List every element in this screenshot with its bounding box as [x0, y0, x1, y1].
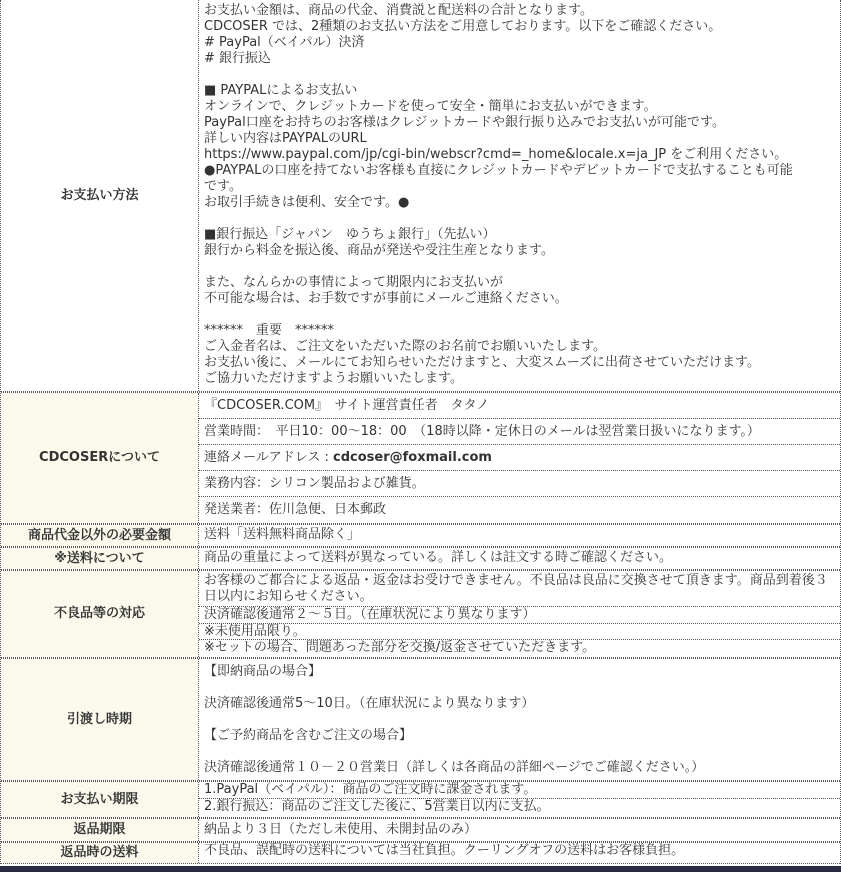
text-line: ※セットの場合、問題あった部分を交換/返金させていただきます。	[204, 640, 596, 655]
content-row-return-deadline-0	[199, 819, 840, 841]
section-return-deadline	[1, 818, 840, 842]
text-line	[204, 450, 837, 466]
text-line: ※未使用品限り。	[204, 624, 306, 639]
text-line: 決済確認後通常１０－２０営業日（詳しくは各商品の詳細ページでご確認ください。）	[204, 760, 705, 775]
text-line: 決済確認後通常２～５日。（在庫状況により異なります）	[204, 607, 536, 622]
content-row-return-shipping-0	[199, 843, 840, 860]
text-line: # 銀行振込	[204, 51, 272, 66]
text-line: 納品より３日（ただし未使用、未開封品のみ）	[204, 822, 478, 837]
content-payment-method	[198, 0, 840, 391]
row-header-shipping-note: ※送料について	[1, 548, 198, 569]
content-row-delivery-0	[199, 659, 840, 780]
row-header-delivery: 引渡し時期	[1, 659, 198, 780]
text-line	[204, 744, 837, 760]
contact-email-address: cdcoser@foxmail.com	[333, 449, 492, 465]
text-line: 『CDCOSER.COM』 サイト運営責任者 タタノ	[204, 397, 490, 413]
section-about	[1, 392, 840, 524]
text-line: ご協力いただけますようお願いいたします。	[204, 371, 463, 386]
text-line: お取引手続きは便利、安全です。●	[204, 195, 410, 210]
text-line: また、なんらかの事情によって期限内にお支払いが	[204, 275, 504, 290]
content-row-about-2	[199, 445, 840, 471]
footer-divider-bar	[0, 866, 841, 872]
row-header-return-deadline: 返品期限	[1, 819, 198, 841]
text-line: お支払い後に、メールにてお知らせいただけますと、大変スムーズに出荷させていただけます。	[204, 355, 761, 370]
content-return-shipping	[198, 843, 840, 863]
section-return-shipping	[1, 842, 840, 864]
content-row-about-4	[199, 497, 840, 523]
content-row-payment-method-0	[199, 0, 840, 391]
text-line	[204, 67, 837, 83]
text-line: 銀行から料金を振込後、商品が発送や受注生産となります。	[204, 243, 554, 258]
row-header-defective: 不良品等の対応	[1, 571, 198, 657]
content-row-about-1	[199, 419, 840, 445]
text-line: オンラインで、クレジットカードを使って安全・簡単にお支払いができます。	[204, 99, 657, 114]
row-header-payment-method: お支払い方法	[1, 0, 198, 391]
text-line: CDCOSER では、2種類のお支払い方法をご用意しております。以下をご確認ください。	[204, 19, 722, 34]
text-line	[204, 680, 837, 696]
text-line: ****** 重要 ******	[204, 323, 335, 338]
section-shipping-note	[1, 547, 840, 570]
section-defective	[1, 570, 840, 658]
text-line: 不良品、誤配時の送料については当社負担。クーリングオフの送料はお客様負担。	[204, 843, 685, 858]
text-line: お客様のご都合による返品・返金はお受けできません。不良品は良品に交換させて頂きます。商品到着後３日以内にお知らせください。	[204, 573, 828, 604]
text-line: 商品の重量によって送料が異なっている。詳しくは註文する時ご確認ください。	[204, 550, 673, 565]
text-line: 送料「送料無料商品除く」	[204, 527, 361, 542]
text-line: ■銀行振込「ジャパン ゆうちょ銀行」（先払い）	[204, 227, 496, 242]
text-line: 2.銀行振込：商品のご注文した後に、5営業日以内に支払。	[204, 799, 550, 814]
content-return-deadline	[198, 819, 840, 841]
row-header-about: CDCOSERについて	[1, 393, 198, 523]
row-header-return-shipping: 返品時の送料	[1, 843, 198, 863]
section-extra-fees	[1, 524, 840, 547]
text-line: お支払い金額は、商品の代金、消費説と配送料の合計となります。	[204, 3, 593, 18]
section-payment-method	[1, 0, 840, 392]
content-row-about-3	[199, 471, 840, 497]
text-line: 不可能な場合は、お手数ですが事前にメールご連絡ください。	[204, 291, 568, 306]
text-line: ●PAYPALの口座を持てないお客様も直接にクレジットカードやデビットカードで支払することも可能	[204, 163, 793, 178]
content-about	[198, 393, 840, 523]
content-row-defective-3	[199, 640, 840, 657]
text-line	[204, 712, 837, 728]
content-row-extra-fees-0	[199, 525, 840, 546]
row-header-payment-deadline: お支払い期限	[1, 782, 198, 817]
text-line	[204, 259, 837, 275]
text-line: です。	[204, 179, 242, 194]
content-shipping-note	[198, 548, 840, 569]
content-row-payment-deadline-1	[199, 799, 840, 817]
text-line	[204, 211, 837, 227]
content-payment-deadline	[198, 782, 840, 817]
content-row-payment-deadline-0	[199, 782, 840, 799]
text-line: # PayPal（ベイパル）決済	[204, 35, 365, 50]
row-header-extra-fees: 商品代金以外の必要金額	[1, 525, 198, 546]
text-line: PayPal口座をお持ちのお客様はクレジットカードや銀行振り込みでお支払いが可能です。	[204, 115, 725, 130]
content-row-defective-2	[199, 624, 840, 640]
content-row-defective-0	[199, 571, 840, 607]
text-line: https://www.paypal.com/jp/cgi-bin/webscr?cmd=_home&locale.x=ja_JP をご利用ください。	[204, 147, 788, 162]
text-line	[204, 307, 837, 323]
text-line: 営業時間： 平日10：00～18：00 （18時以降・定休日のメールは翌営業日扱いになります。）	[204, 423, 760, 439]
text-line: 1.PayPal（ベイパル）：商品のご注文時に課金されます。	[204, 782, 537, 797]
content-delivery	[198, 659, 840, 780]
text-line: 【即納商品の場合】	[204, 664, 322, 679]
content-defective	[198, 571, 840, 657]
text-line: 【ご予約商品を含むご注文の場合】	[204, 728, 413, 743]
content-extra-fees	[198, 525, 840, 546]
text-line: ■ PAYPALによるお支払い	[204, 83, 358, 98]
text-line: 詳しい内容はPAYPALのURL	[204, 131, 367, 146]
text-line: 発送業者：佐川急便、日本郵政	[204, 502, 387, 517]
content-row-about-0	[199, 393, 840, 419]
section-payment-deadline	[1, 781, 840, 818]
contact-email-label: 連絡メールアドレス :	[204, 449, 333, 465]
section-delivery	[1, 658, 840, 781]
content-row-shipping-note-0	[199, 548, 840, 569]
text-line: 業務内容：シリコン製品および雑貨。	[204, 475, 425, 491]
text-line: 決済確認後通常5～10日。（在庫状況により異なります）	[204, 696, 535, 711]
text-line: ご入金者名は、ご注文をいただいた際のお名前でお願いいたします。	[204, 339, 606, 354]
content-row-defective-1	[199, 607, 840, 624]
